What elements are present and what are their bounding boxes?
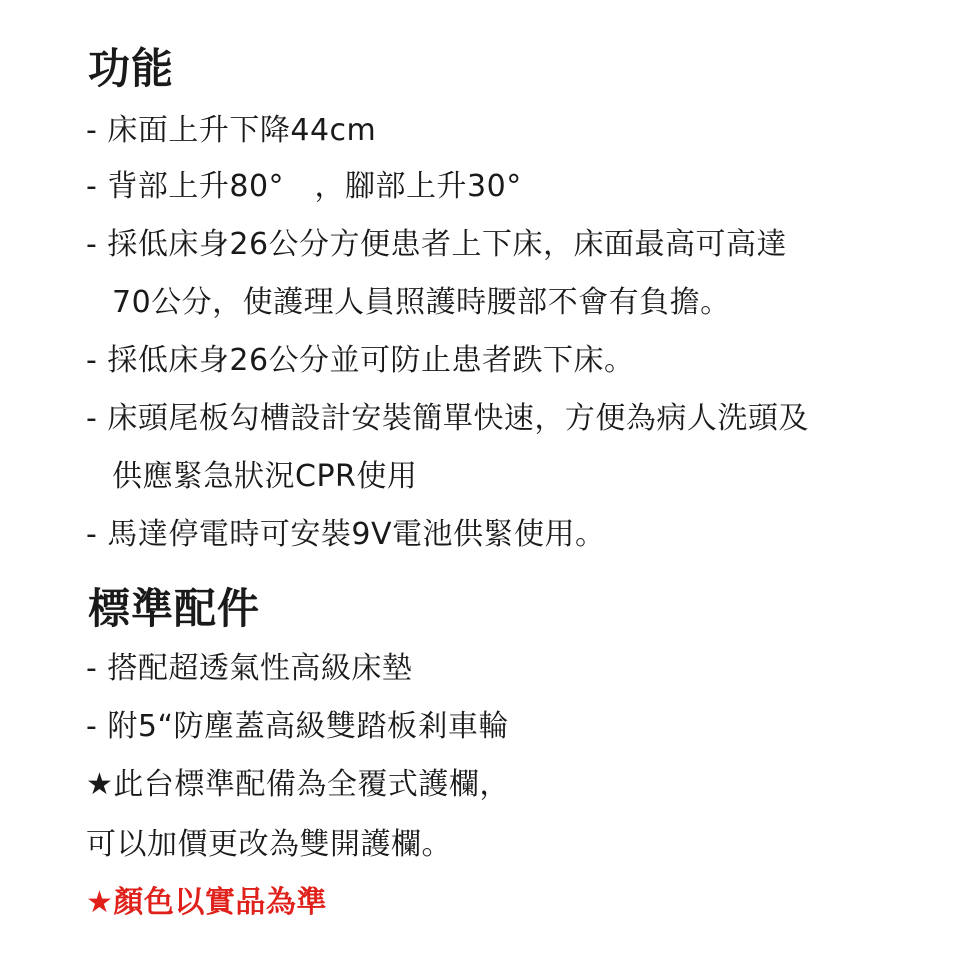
- accessories-heading: 標準配件: [88, 584, 261, 633]
- accessory-line-rail-upgrade: 可以加價更改為雙開護欄。: [86, 827, 452, 862]
- feature-line-fall-prevention: - 採低床身26公分並可防止患者跌下床。: [86, 343, 635, 378]
- feature-line-low-bed-continued: 70公分，使護理人員照護時腰部不會有負擔。: [112, 285, 731, 320]
- feature-line-back-foot-angle: - 背部上升80° ，腳部上升30°: [86, 169, 522, 204]
- feature-line-low-bed: - 採低床身26公分方便患者上下床，床面最高可高達: [86, 227, 788, 262]
- accessory-line-rail-standard: ★此台標準配備為全覆式護欄，: [86, 767, 510, 802]
- accessory-line-mattress: - 搭配超透氣性高級床墊: [86, 651, 413, 686]
- feature-line-bed-height: - 床面上升下降44cm: [86, 113, 377, 148]
- color-disclaimer-note: ★顏色以實品為準: [86, 885, 327, 920]
- feature-line-headboard: - 床頭尾板勾槽設計安裝簡單快速，方便為病人洗頭及: [86, 401, 809, 436]
- feature-line-battery: - 馬達停電時可安裝9V電池供緊使用。: [86, 517, 606, 552]
- accessory-line-wheels: - 附5“防塵蓋高級雙踏板剎車輪: [86, 709, 509, 744]
- feature-line-headboard-continued: 供應緊急狀況CPR使用: [112, 459, 418, 494]
- features-heading: 功能: [88, 44, 175, 93]
